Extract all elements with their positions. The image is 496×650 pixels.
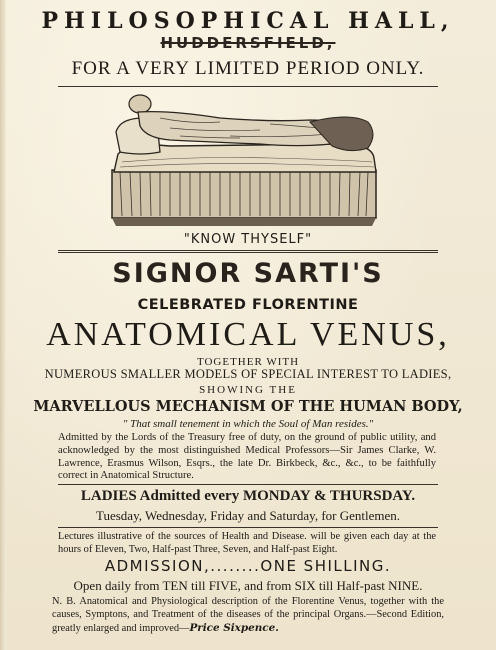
nb-text: N. B. Anatomical and Physiological description of the Florentine Venus, together with the causes, Symptons, and Treatment of the diseases of the principal Organs.—Second Edition, greatly enlarged and improved—: [52, 596, 444, 634]
divider: [58, 86, 438, 87]
period-line: FOR A VERY LIMITED PERIOD ONLY.: [71, 58, 425, 79]
together-line: TOGETHER WITH: [196, 356, 300, 368]
opening-hours: Open daily from TEN till FIVE, and from SIX till Half-past NINE.: [73, 578, 423, 593]
ladies-days: LADIES Admitted every MONDAY & THURSDAY.: [80, 488, 416, 504]
admitted-paragraph: Admitted by the Lords of the Treasury free of duty, on the ground of public utility, and acknowledged by the most distinguished Medical Professors—Sir James Clarke, W. Lawrence, Erasmus Wilson, Esqrs., the late Dr. Birkbeck, &c., &c., to be faithfully correct in Anatomical Structure.: [58, 432, 436, 482]
town-heading: HUDDERSFIELD,: [160, 34, 336, 52]
venus-engraving-icon: [110, 92, 380, 228]
showing-line: SHOWING THE: [199, 384, 297, 396]
motto: "KNOW THYSELF": [183, 232, 313, 247]
soul-quote: " That small tenement in which the Soul of Man resides.": [122, 418, 374, 430]
price-text: Price Sixpence.: [189, 621, 279, 634]
mechanism-line: MARVELLOUS MECHANISM OF THE HUMAN BODY,: [33, 398, 463, 415]
exhibit-title: ANATOMICAL VENUS,: [46, 316, 450, 353]
divider: [58, 250, 438, 253]
gentlemen-days: Tuesday, Wednesday, Friday and Saturday, for Gentlemen.: [95, 508, 401, 523]
exhibitor-name: SIGNOR SARTI'S: [112, 258, 384, 289]
venue-heading: PHILOSOPHICAL HALL,: [41, 8, 455, 34]
lectures-paragraph: Lectures illustrative of the sources of Health and Disease. will be given each day at the hours of Eleven, Two, Half-past Three, Seven, and Half-past Eight.: [58, 531, 436, 555]
models-line: NUMEROUS SMALLER MODELS OF SPECIAL INTEREST TO LADIES,: [44, 367, 452, 381]
celebrated-line: CELEBRATED FLORENTINE: [137, 297, 359, 313]
divider: [58, 484, 438, 485]
divider: [58, 527, 438, 528]
nb-paragraph: [52, 596, 444, 635]
admission-price: ADMISSION,........ONE SHILLING.: [104, 557, 392, 575]
